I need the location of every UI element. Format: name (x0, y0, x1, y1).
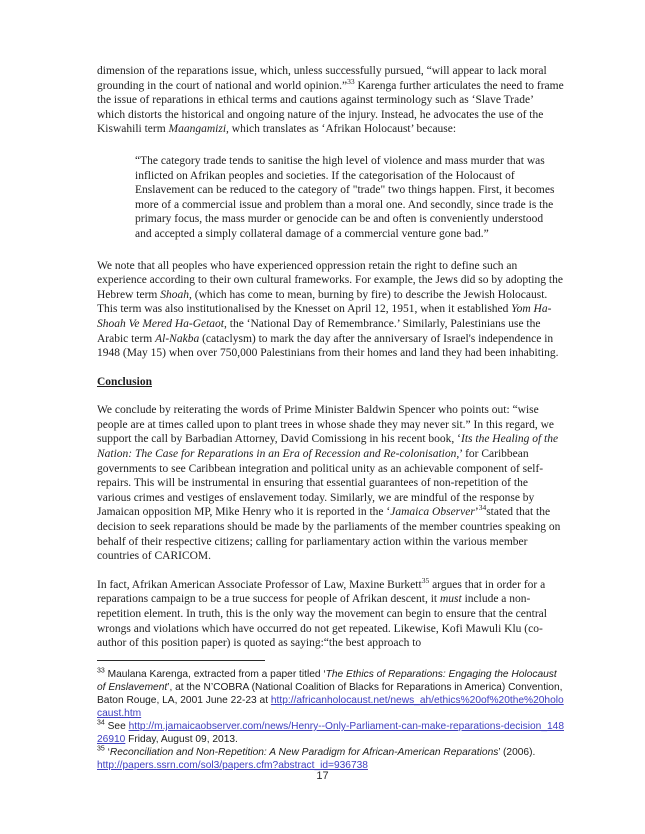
text-run: ’, at the N’COBRA (National Coalition of Blacks for Reparations in America) Convention, Baton Rouge, LA, 2001 June 22-23 at (97, 682, 563, 706)
footnote-35 (97, 746, 565, 772)
italic-text: Its the Healing of the Nation: The Case for Reparations in an Era of Recession and Re-colonisation, (97, 433, 559, 461)
hyperlink[interactable]: http://m.jamaicaobserver.com/news/Henry--Only-Parliament-can-make-reparations-decision_14826910 (97, 721, 564, 745)
paragraph-burkett (97, 575, 564, 651)
conclusion-heading: Conclusion (97, 375, 152, 388)
italic-text: Reconciliation and Non-Repetition: A New Paradigm for African-American Reparations (109, 747, 499, 758)
text-run: See (104, 721, 129, 732)
text-run: Karenga further articulates the need to frame the issue of reparations in ethical terms and cautions against terminology such as ‘Slave Trade’ which distorts the historical and ongoing nature of the injury. Instead, he advocates the use of the Kiswahili term (97, 79, 564, 136)
footnote-separator (97, 660, 265, 661)
text-run: Friday, August 09, 2013. (125, 734, 238, 745)
footnote-ref: 34 (97, 719, 105, 727)
text-run: (cataclysm) to mark the day after the anniversary of Israel's independence in 1948 (May 15) when over 750,000 Palestinians from their homes and land they had been inhabiting. (97, 332, 559, 360)
footnote-area (97, 660, 565, 772)
footnote-34 (97, 720, 565, 746)
text-run: which translates as ‘Afrikan Holocaust’ because: (228, 123, 457, 136)
footnote-33 (97, 668, 565, 720)
footnotes (97, 668, 565, 772)
footnote-ref: 35 (421, 575, 430, 585)
page-number: 17 (316, 770, 329, 782)
text-run: Maulana Karenga, extracted from a paper titled ‘ (104, 669, 326, 680)
footnote-ref: 33 (347, 76, 355, 86)
text-run: “The category trade tends to sanitise the high level of violence and mass murder that was inflicted on Afrikan peoples and societies. If the categorisation of the Holocaust of Enslavement can be reduced to the category of "trade" two things happen. First, it becomes more of a commercial issue and problem than a moral one. And secondly, since trade is the primary focus, the mass murder or genocide can be and often is conveniently understood and accepted a simply collateral damage of a commercial venture gone bad.” (135, 154, 555, 240)
footnote-ref: 34 (478, 503, 487, 513)
italic-text: must (439, 593, 462, 606)
footnote-ref: 33 (97, 667, 105, 675)
text-run: We conclude by reiterating the words of Prime Minister Baldwin Spencer who points out: “wise people are at times called upon to plant trees in whose shade they may never sit.” In this regard, we support the call by Barbadian Attorney, David Comissiong in his recent book, ‘ (97, 404, 554, 446)
text-run: ’ for Caribbean governments to see Caribbean integration and political unity as an achievable component of self-repairs. This will be instrumental in ensuring that essential guarantees of non-repetition of the various crimes and vestiges of enslavement today. Similarly, we are mindful of the response by Jamaican opposition MP, Mike Henry who it is reported in the ‘ (97, 448, 544, 519)
text-run: ‘ (104, 747, 110, 758)
footnote-ref: 35 (97, 745, 105, 753)
text-run: We note that all peoples who have experienced oppression retain the right to define such an experience according to their own cultural frameworks. For example, the Jews did so by adopting the Hebrew term (97, 259, 563, 301)
text-run: In fact, Afrikan American Associate Professor of Law, Maxine Burkett (97, 578, 422, 591)
text-run: dimension of the reparations issue, which, unless successfully pursued, “will appear to lack moral grounding in the court of national and world opinion.” (97, 65, 547, 92)
italic-text: Maangamizi, (168, 123, 229, 136)
karenga-blockquote (135, 154, 558, 242)
italic-text: Shoah, (160, 288, 192, 301)
italic-text: Al-Nakba (155, 332, 200, 345)
italic-text: The Ethics of Reparations: Engaging the Holocaust of Enslavement (97, 669, 557, 693)
document-body (97, 64, 564, 665)
text-run: argues that in order for a reparations campaign to be a true success for people of Afrikan descent, it (97, 578, 546, 606)
text-run: stated that the decision to seek reparations should be made by the parliaments of the member countries speaking on behalf of their respective citizens; calling for parliamentary action within the various member countries of CARICOM. (97, 506, 561, 563)
text-run: (which has come to mean, burning by fire) to describe the Jewish Holocaust. This term was also institutionalised by the Knesset on April 12, 1951, when it established (97, 288, 548, 316)
hyperlink[interactable]: http://papers.ssrn.com/sol3/papers.cfm?abstract_id=936738 (97, 760, 368, 771)
text-run: include a non-repetition element. In truth, this is the only way the movement can begin to ensure that the central wrongs and violations which have occurred do not get repeated. Likewise, Kofi Mawuli Klu (co-author of this position paper) is quoted as saying:“the best approach to (97, 593, 547, 650)
italic-text: Jamaica Observer (390, 506, 475, 519)
text-run: , the ‘National Day of Remembrance.’ Similarly, Palestinians use the Arabic term (97, 317, 541, 345)
paragraph-conclusion-spencer (97, 403, 564, 564)
hyperlink[interactable]: http://africanholocaust.net/news_ah/ethics%20of%20the%20holocaust.htm (97, 695, 564, 719)
paragraph-oppression-terms (97, 259, 564, 361)
italic-text: Yom Ha-Shoah Ve Mered Ha-Getaot (97, 303, 552, 330)
paragraph-reparations-dimension (97, 64, 564, 137)
text-run: ’ (474, 506, 479, 519)
text-run: ’ (2006). (498, 747, 536, 758)
